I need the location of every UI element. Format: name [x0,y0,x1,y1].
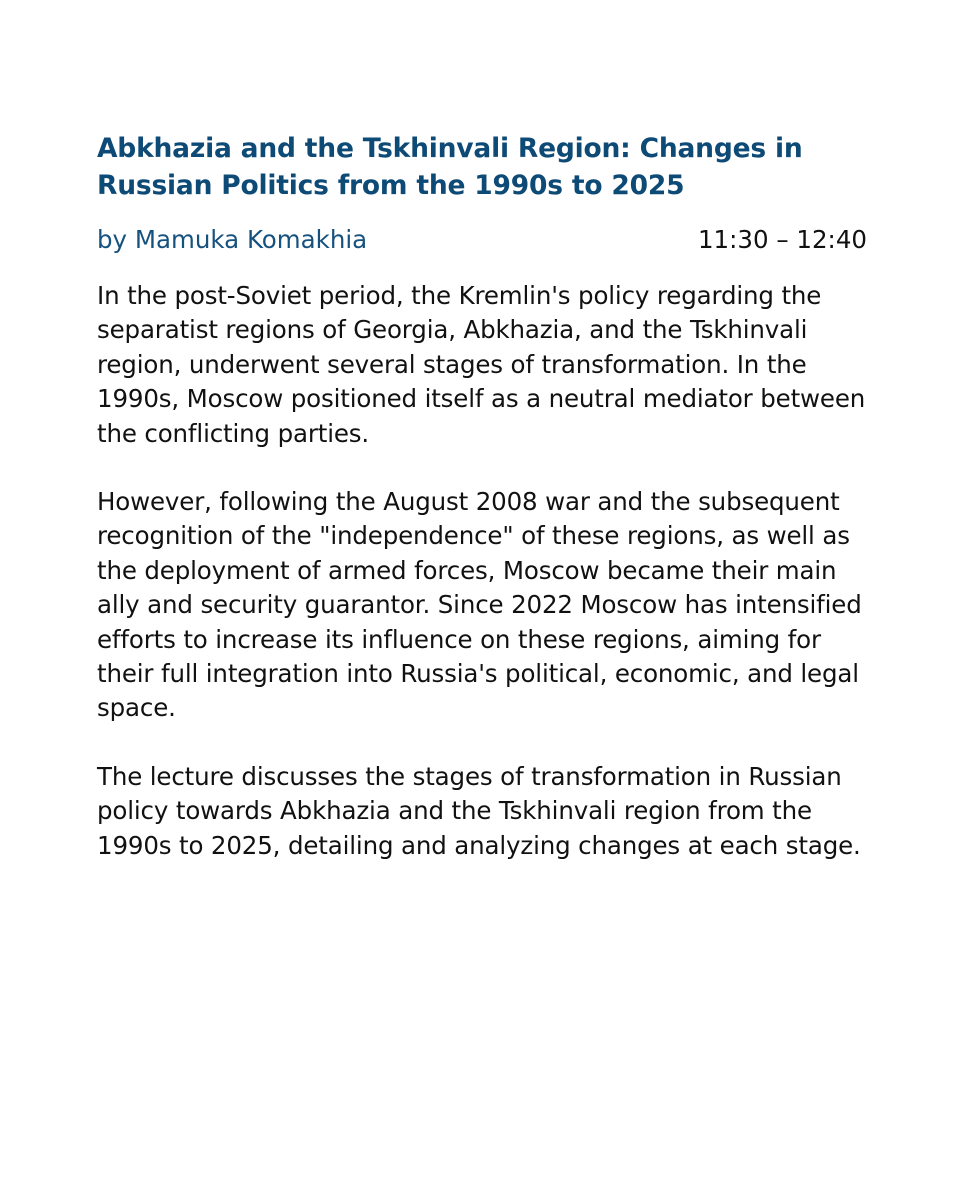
lecture-meta-row [97,224,867,256]
lecture-content [97,130,867,863]
lecture-time: 11:30 – 12:40 [697,225,867,254]
lecture-title: Abkhazia and the Tskhinvali Region: Changes in Russian Politics from the 1990s to 2025 [97,133,803,201]
paragraph-summary: The lecture discusses the stages of transformation in Russian policy towards Abkhazia and the Tskhinvali region from the 1990s to 2025, detailing and analyzing changes at each stage. [97,761,861,860]
lecture-author: by Mamuka Komakhia [97,225,368,254]
paragraph-post-2008: However, following the August 2008 war and the subsequent recognition of the "independence" of these regions, as well as the deployment of armed forces, Moscow became their main ally and security guarantor. Since 2022 Moscow has intensified efforts to increase its influence on these regions, aiming for their full integration into Russia's political, economic, and legal space. [97,487,862,723]
paragraph-intro: In the post-Soviet period, the Kremlin's policy regarding the separatist regions of Georgia, Abkhazia, and the Tskhinvali region, underwent several stages of transformation. In the 1990s, Moscow positioned itself as a neutral mediator between the conflicting parties. [97,281,866,448]
